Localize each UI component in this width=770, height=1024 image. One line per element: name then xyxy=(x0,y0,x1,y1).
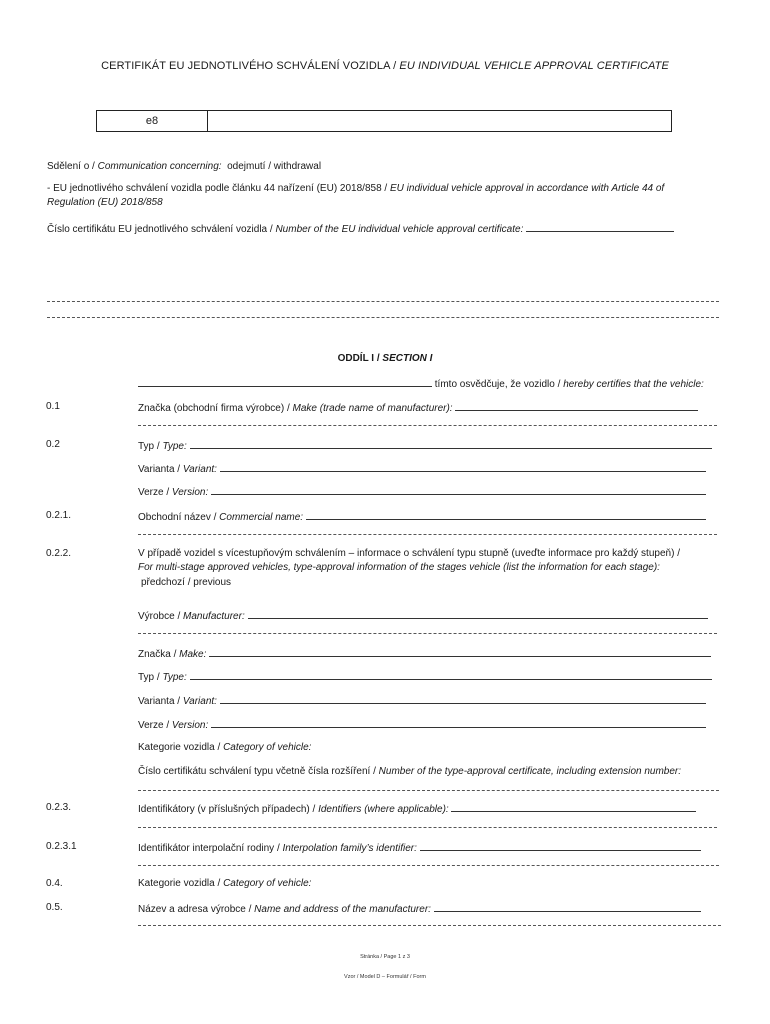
cert-en: Number of the EU individual vehicle approval certificate: xyxy=(275,224,524,235)
make2-field[interactable] xyxy=(209,647,711,657)
comm-name-en: Commercial name: xyxy=(219,512,304,523)
variant-line xyxy=(138,462,706,475)
version2-en: Version: xyxy=(171,720,209,731)
manufacturer-en: Manufacturer: xyxy=(183,611,245,622)
commercial-name-field[interactable] xyxy=(306,510,706,520)
ta-number-cz: Číslo certifikátu schválení typu včetně čísla rozšíření / xyxy=(138,766,379,777)
type2-cz: Typ / xyxy=(138,672,163,683)
previous-label: předchozí / previous xyxy=(141,577,232,588)
make2-en: Make: xyxy=(179,649,207,660)
multistage-en-line xyxy=(138,562,660,573)
section-heading xyxy=(0,353,770,364)
identifiers-line xyxy=(138,802,696,815)
variant2-field[interactable] xyxy=(220,694,706,704)
category2-line xyxy=(138,878,311,889)
cert-cz: Číslo certifikátu EU jednotlivého schválení vozidla / xyxy=(47,224,276,235)
commercial-name-line xyxy=(138,510,706,523)
form-model: Vzor / Model D – Formulář / Form xyxy=(344,974,426,980)
variant-cz: Varianta / xyxy=(138,464,183,475)
interpolation-field[interactable] xyxy=(420,841,701,851)
type2-line xyxy=(138,670,712,683)
multistage-en: For multi-stage approved vehicles, type-approval information of the stages vehicle (list the information for each stage): xyxy=(138,562,660,573)
item-number: 0.2.1. xyxy=(46,510,72,521)
make2-line xyxy=(138,647,711,660)
item-number: 0.2.2. xyxy=(46,548,72,559)
type2-field[interactable] xyxy=(190,670,712,680)
section-heading-cz: ODDÍL I / xyxy=(337,353,383,364)
address-field[interactable] xyxy=(434,902,701,912)
version2-cz: Verze / xyxy=(138,720,172,731)
continuation-line xyxy=(138,534,717,535)
item-number: 0.2.3. xyxy=(46,802,72,813)
item-number: 0.4. xyxy=(46,878,63,889)
interpolation-line xyxy=(138,841,701,854)
comm-label-en: Communication concerning: xyxy=(97,161,222,172)
divider-line xyxy=(47,317,719,318)
multistage-cz: V případě vozidel s vícestupňovým schválením – informace o schválení typu stupně (uveďte informace pro každý stupeň) / xyxy=(138,548,680,559)
certifier-field[interactable] xyxy=(138,377,432,387)
interpolation-en: Interpolation family’s identifier: xyxy=(282,843,417,854)
ta-number-line xyxy=(138,766,681,777)
variant-field[interactable] xyxy=(220,462,706,472)
approval-code-box xyxy=(96,110,672,132)
variant2-cz: Varianta / xyxy=(138,696,183,707)
make-field[interactable] xyxy=(455,401,698,411)
divider-line xyxy=(47,301,719,302)
regulation-line xyxy=(47,183,664,194)
continuation-line xyxy=(138,925,721,926)
regulation-line-2 xyxy=(47,197,163,208)
category2-en: Category of vehicle: xyxy=(223,878,312,889)
section-heading-en: SECTION I xyxy=(382,353,433,364)
make-cz: Značka (obchodní firma výrobce) / xyxy=(138,403,293,414)
reg-en1: EU individual vehicle approval in accordance with Article 44 of xyxy=(389,183,665,194)
item-number: 0.2 xyxy=(46,439,60,450)
approval-code: e8 xyxy=(97,111,208,131)
manufacturer-line xyxy=(138,609,708,622)
make-line xyxy=(138,401,698,414)
type-field[interactable] xyxy=(190,439,712,449)
version-en: Version: xyxy=(171,487,209,498)
page-title xyxy=(0,60,770,72)
category-en: Category of vehicle: xyxy=(223,742,312,753)
item-number: 0.5. xyxy=(46,902,63,913)
ta-number-en: Number of the type-approval certificate, including extension number: xyxy=(378,766,682,777)
comm-label-cz: Sdělení o / xyxy=(47,161,98,172)
comm-name-cz: Obchodní název / xyxy=(138,512,220,523)
identifiers-en: Identifiers (where applicable): xyxy=(318,804,449,815)
variant2-line xyxy=(138,694,706,707)
item-number: 0.1 xyxy=(46,401,60,412)
reg-cz: - EU jednotlivého schválení vozidla podle článku 44 nařízení (EU) 2018/858 / xyxy=(47,183,390,194)
version2-line xyxy=(138,718,706,731)
communication-line xyxy=(47,161,321,172)
title-cz: CERTIFIKÁT EU JEDNOTLIVÉHO SCHVÁLENÍ VOZIDLA / xyxy=(101,60,400,72)
category-line xyxy=(138,742,311,753)
continuation-line xyxy=(138,865,719,866)
type-line xyxy=(138,439,712,452)
reg-en2: Regulation (EU) 2018/858 xyxy=(47,197,163,208)
certifies-cz: tímto osvědčuje, že vozidlo / xyxy=(434,379,564,390)
title-en: EU INDIVIDUAL VEHICLE APPROVAL CERTIFICATE xyxy=(399,60,669,72)
version-field[interactable] xyxy=(211,485,706,495)
type2-en: Type: xyxy=(162,672,187,683)
address-en: Name and address of the manufacturer: xyxy=(254,904,431,915)
variant-en: Variant: xyxy=(182,464,217,475)
continuation-line xyxy=(138,827,717,828)
make-en: Make (trade name of manufacturer): xyxy=(292,403,453,414)
address-cz: Název a adresa výrobce / xyxy=(138,904,255,915)
page-number: Stránka / Page 1 z 3 xyxy=(360,954,410,960)
certificate-number-line xyxy=(47,222,674,235)
identifiers-cz: Identifikátory (v příslušných případech) / xyxy=(138,804,319,815)
type-cz: Typ / xyxy=(138,441,163,452)
version-cz: Verze / xyxy=(138,487,172,498)
version2-field[interactable] xyxy=(211,718,706,728)
identifiers-field[interactable] xyxy=(451,802,696,812)
comm-value: odejmutí / withdrawal xyxy=(227,161,322,172)
item-number: 0.2.3.1 xyxy=(46,841,77,852)
certifies-en: hereby certifies that the vehicle: xyxy=(563,379,704,390)
type-en: Type: xyxy=(162,441,187,452)
category2-cz: Kategorie vozidla / xyxy=(138,878,224,889)
manufacturer-cz: Výrobce / xyxy=(138,611,184,622)
category-cz: Kategorie vozidla / xyxy=(138,742,224,753)
make2-cz: Značka / xyxy=(138,649,180,660)
continuation-line xyxy=(138,425,717,426)
variant2-en: Variant: xyxy=(182,696,217,707)
certificate-number-field[interactable] xyxy=(526,222,674,232)
version-line xyxy=(138,485,706,498)
certifies-line xyxy=(138,377,704,390)
manufacturer-field[interactable] xyxy=(248,609,708,619)
address-line xyxy=(138,902,701,915)
interpolation-cz: Identifikátor interpolační rodiny / xyxy=(138,843,283,854)
continuation-line xyxy=(138,790,719,791)
continuation-line xyxy=(138,633,717,634)
